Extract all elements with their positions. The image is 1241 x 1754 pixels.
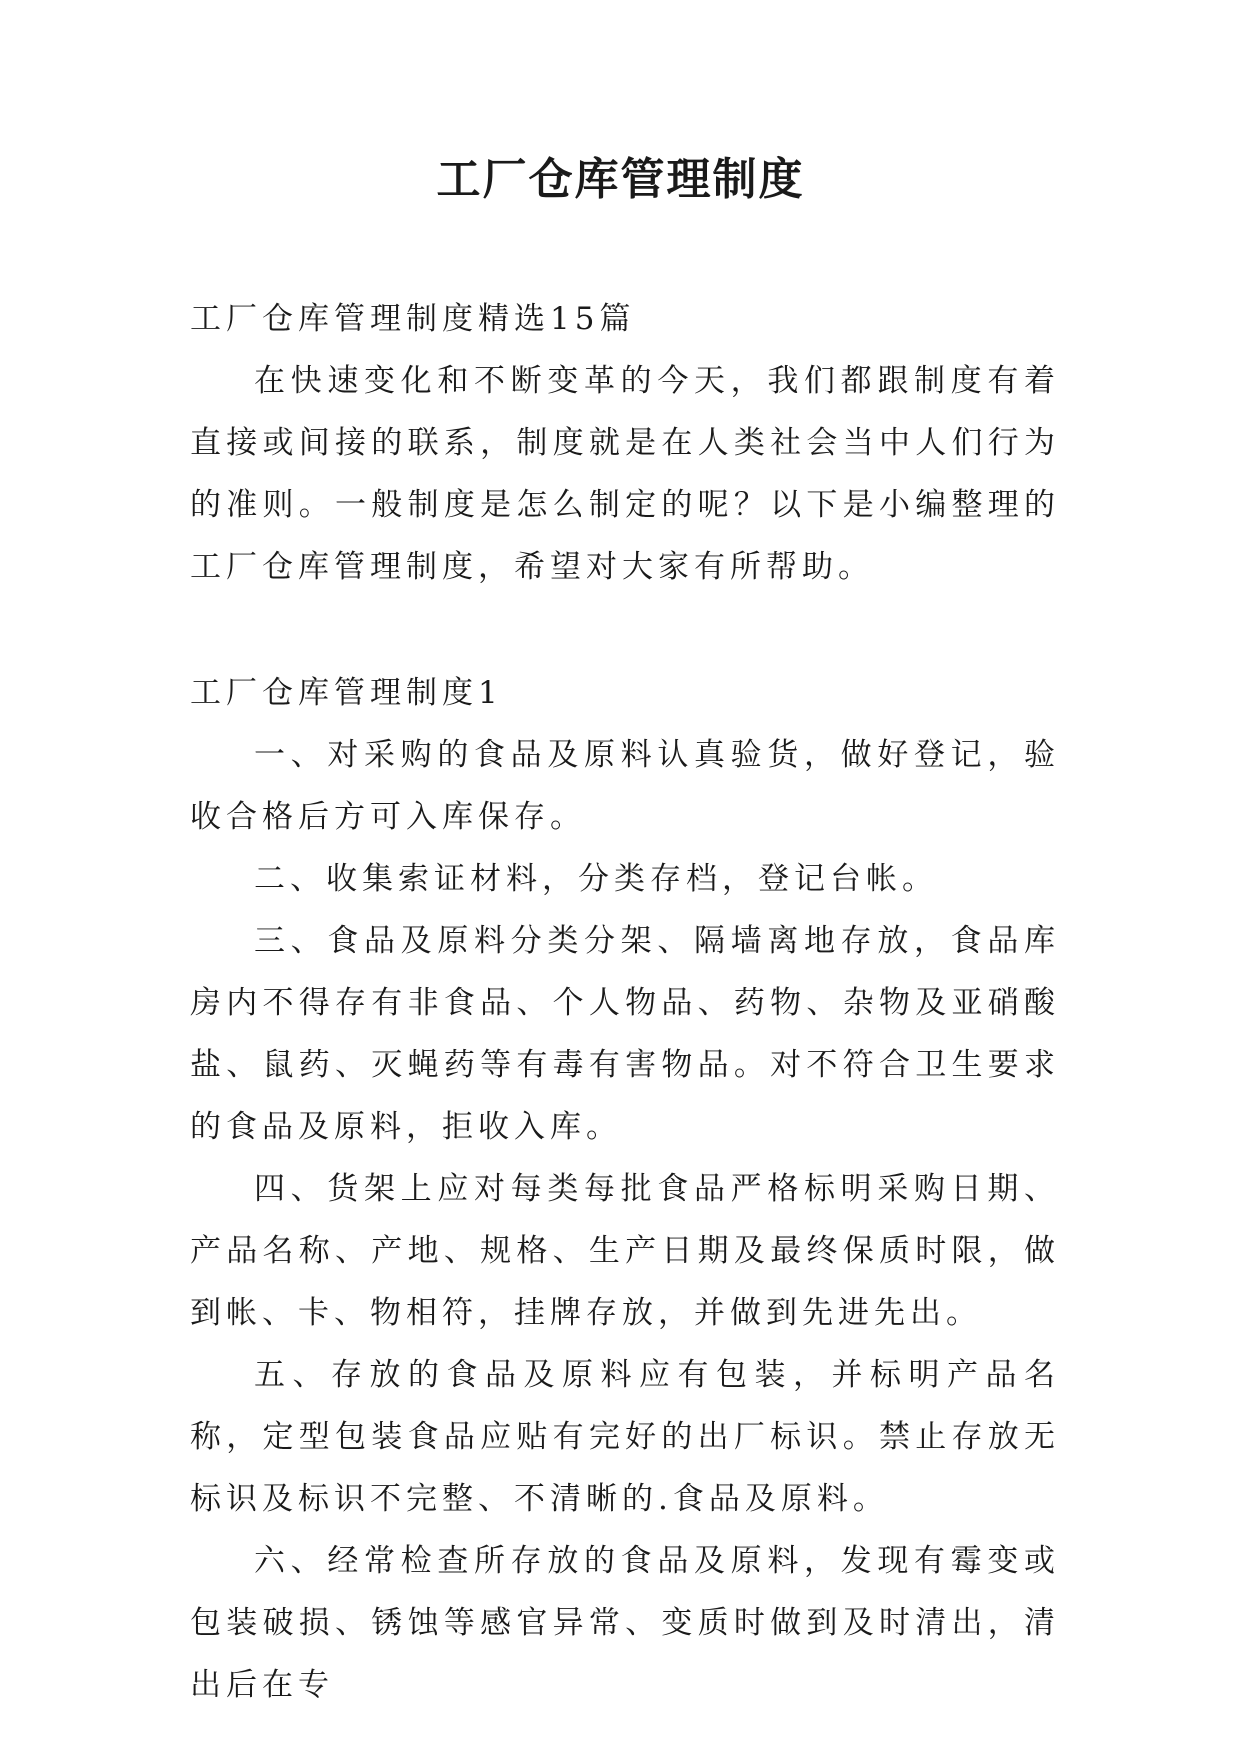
- section-heading: 工厂仓库管理制度1: [190, 675, 503, 711]
- section-spacer: [190, 598, 1060, 662]
- section-item-3: 三、食品及原料分类分架、隔墙离地存放，食品库房内不得存有非食品、个人物品、药物、杂物及亚硝酸盐、鼠药、灭蝇药等有毒有害物品。对不符合卫生要求的食品及原料，拒收入库。: [190, 923, 1060, 1145]
- document-body: [190, 288, 1060, 1716]
- intro-paragraph: 在快速变化和不断变革的今天，我们都跟制度有着直接或间接的联系，制度就是在人类社会当中人们行为的准则。一般制度是怎么制定的呢？以下是小编整理的工厂仓库管理制度，希望对大家有所帮助。: [190, 363, 1060, 585]
- section-item-4: 四、货架上应对每类每批食品严格标明采购日期、产品名称、产地、规格、生产日期及最终保质时限，做到帐、卡、物相符，挂牌存放，并做到先进先出。: [190, 1171, 1060, 1331]
- section-item-5: 五、存放的食品及原料应有包装，并标明产品名称，定型包装食品应贴有完好的出厂标识。禁止存放无标识及标识不完整、不清晰的.食品及原料。: [190, 1357, 1060, 1517]
- section-item-6: 六、经常检查所存放的食品及原料，发现有霉变或包装破损、锈蚀等感官异常、变质时做到及时清出，清出后在专: [190, 1543, 1060, 1703]
- document-subtitle: 工厂仓库管理制度精选15篇: [190, 301, 636, 337]
- section-item-2: 二、收集索证材料，分类存档，登记台帐。: [254, 861, 938, 897]
- section-item-1: 一、对采购的食品及原料认真验货，做好登记，验收合格后方可入库保存。: [190, 737, 1060, 835]
- document-title: 工厂仓库管理制度: [436, 154, 805, 205]
